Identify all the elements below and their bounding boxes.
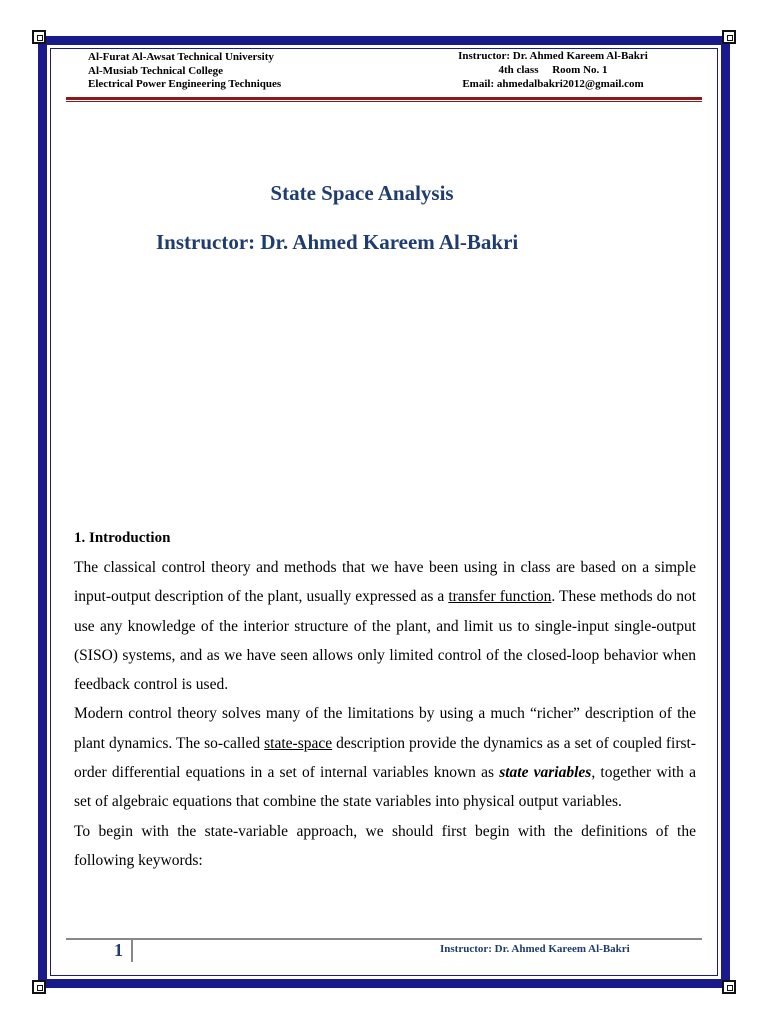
header-instructor: Instructor: Dr. Ahmed Kareem Al-Bakri: [458, 50, 648, 62]
header-department: Electrical Power Engineering Techniques: [88, 78, 282, 90]
header-instructor-info: [420, 49, 686, 91]
header-email: Email: ahmedalbakri2012@gmail.com: [462, 78, 644, 90]
footer-instructor: Instructor: Dr. Ahmed Kareem Al-Bakri: [440, 943, 630, 955]
paragraph-1: The classical control theory and methods that we have been using in class are based on a simple input-output description of the plant, usually expressed as a transfer function. These methods do not use any knowledge of the interior structure of the plant, and limit us to single-input single-output (SISO) systems, and as we have seen allows only limited control of the closed-loop behavior when feedback control is used.: [74, 559, 696, 694]
header-institution: [88, 51, 281, 92]
corner-ornament-bottom-left: [32, 980, 46, 994]
header-university: Al-Furat Al-Awsat Technical University: [88, 51, 274, 63]
paragraph-3: To begin with the state-variable approach, we should first begin with the definitions of the following keywords:: [74, 822, 696, 869]
term-state-variables: state variables: [499, 764, 592, 782]
paragraph-2: Modern control theory solves many of the limitations by using a much “richer” description of the plant dynamics. The so-called state-space description provide the dynamics as a set of coupled first-order differential equations in a set of internal variables known as state variables, together with a set of algebraic equations that combine the state variables into physical output variables.: [74, 705, 696, 811]
term-state-space: state-space: [264, 734, 333, 752]
corner-ornament-bottom-right: [722, 980, 736, 994]
header-rule: [66, 97, 702, 100]
corner-ornament-top-right: [722, 30, 736, 44]
section-heading: 1. Introduction: [74, 530, 171, 546]
header-rule-thin: [66, 101, 702, 102]
footer-rule: [66, 938, 702, 940]
section-body: [74, 553, 696, 875]
header-college: Al-Musiab Technical College: [88, 64, 224, 77]
header-class-room: 4th class Room No. 1: [498, 64, 608, 76]
document-instructor: Instructor: Dr. Ahmed Kareem Al-Bakri: [156, 230, 519, 254]
page-number: 1: [114, 940, 123, 960]
term-transfer-function: transfer function: [448, 588, 552, 606]
footer-divider: [131, 940, 133, 962]
corner-ornament-top-left: [32, 30, 46, 44]
document-title: State Space Analysis: [270, 181, 454, 205]
